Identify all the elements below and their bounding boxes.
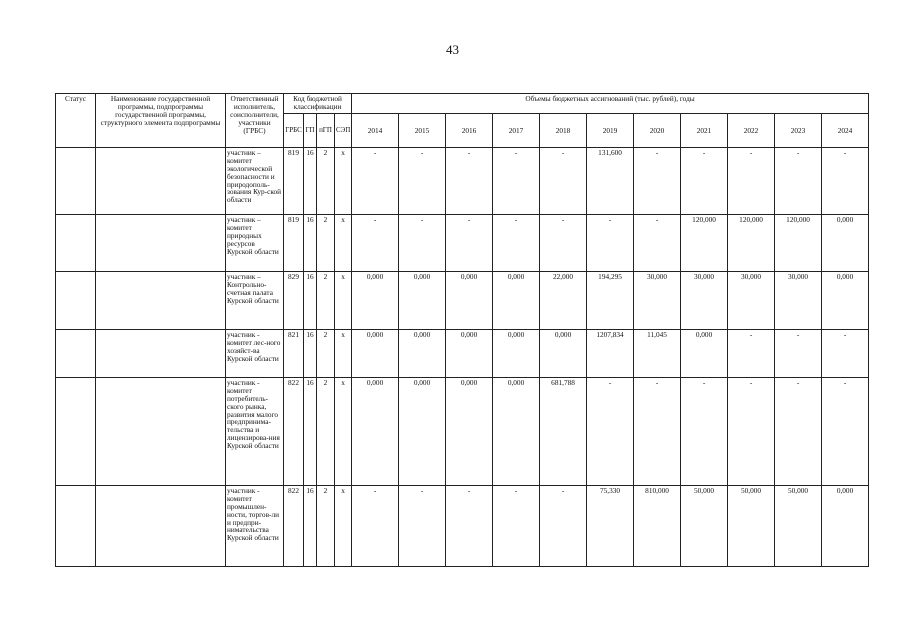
grbs-cell: 822 [284, 486, 304, 567]
value-cell: - [352, 215, 399, 272]
header-year: 2018 [540, 114, 587, 148]
page-number: 43 [446, 42, 459, 57]
value-cell: - [822, 330, 869, 378]
sep-cell: х [335, 330, 352, 378]
value-cell: 194,295 [587, 272, 634, 330]
value-cell: - [399, 148, 446, 215]
header-executor: Ответственный исполнитель, соисполнители, участники (ГРБС) [226, 94, 284, 148]
grbs-cell: 829 [284, 272, 304, 330]
value-cell: 810,000 [634, 486, 681, 567]
value-cell: 0,000 [352, 330, 399, 378]
value-cell: - [587, 215, 634, 272]
value-cell: - [728, 148, 775, 215]
value-cell: 0,000 [446, 330, 493, 378]
status-cell [56, 272, 96, 330]
gp-cell: 16 [304, 215, 317, 272]
value-cell: 22,000 [540, 272, 587, 330]
value-cell: - [587, 378, 634, 486]
value-cell: - [446, 215, 493, 272]
executor-cell: участник – Контрольно-счетная палата Курской области [226, 272, 284, 330]
value-cell: 0,000 [399, 272, 446, 330]
status-cell [56, 330, 96, 378]
pgp-cell: 2 [317, 378, 335, 486]
value-cell: 11,045 [634, 330, 681, 378]
gp-cell: 16 [304, 486, 317, 567]
table-header [56, 94, 869, 148]
value-cell: - [775, 330, 822, 378]
header-year: 2021 [681, 114, 728, 148]
header-year: 2016 [446, 114, 493, 148]
status-cell [56, 215, 96, 272]
value-cell: - [681, 378, 728, 486]
value-cell: - [446, 486, 493, 567]
name-cell [96, 272, 226, 330]
value-cell: 30,000 [775, 272, 822, 330]
status-cell [56, 378, 96, 486]
budget-table [55, 93, 869, 567]
executor-cell: участник – комитет природных ресурсов Курской области [226, 215, 284, 272]
value-cell: 50,000 [681, 486, 728, 567]
table-row [56, 272, 869, 330]
value-cell: - [352, 486, 399, 567]
gp-cell: 16 [304, 378, 317, 486]
value-cell: - [634, 215, 681, 272]
header-name: Наименование государственной программы, подпрограммы государственной программы, структурного элемента подпрограммы [96, 94, 226, 148]
value-cell: - [681, 148, 728, 215]
value-cell: 50,000 [728, 486, 775, 567]
header-year: 2019 [587, 114, 634, 148]
value-cell: 681,788 [540, 378, 587, 486]
value-cell: 50,000 [775, 486, 822, 567]
value-cell: - [540, 486, 587, 567]
value-cell: - [493, 215, 540, 272]
value-cell: 0,000 [681, 330, 728, 378]
header-code-gp: ГП [304, 114, 317, 148]
sep-cell: х [335, 378, 352, 486]
value-cell: 30,000 [634, 272, 681, 330]
header-code-group: Код бюджетной классификации [284, 94, 352, 114]
value-cell: - [822, 378, 869, 486]
value-cell: 75,330 [587, 486, 634, 567]
value-cell: - [775, 378, 822, 486]
value-cell: 120,000 [681, 215, 728, 272]
pgp-cell: 2 [317, 148, 335, 215]
value-cell: 120,000 [775, 215, 822, 272]
sep-cell: х [335, 272, 352, 330]
table-row [56, 148, 869, 215]
name-cell [96, 486, 226, 567]
header-code-grbs: ГРБС [284, 114, 304, 148]
value-cell: - [822, 148, 869, 215]
gp-cell: 16 [304, 330, 317, 378]
value-cell: 1207,834 [587, 330, 634, 378]
value-cell: 120,000 [728, 215, 775, 272]
value-cell: 0,000 [822, 272, 869, 330]
grbs-cell: 822 [284, 378, 304, 486]
name-cell [96, 330, 226, 378]
executor-cell: участник – комитет экологической безопасности и природополь-зования Кур-ской области [226, 148, 284, 215]
header-year: 2017 [493, 114, 540, 148]
status-cell [56, 148, 96, 215]
table-row [56, 330, 869, 378]
header-code-pgp: пГП [317, 114, 335, 148]
grbs-cell: 821 [284, 330, 304, 378]
header-code-sep: СЭП [335, 114, 352, 148]
value-cell: 0,000 [399, 330, 446, 378]
pgp-cell: 2 [317, 272, 335, 330]
table-row [56, 215, 869, 272]
gp-cell: 16 [304, 148, 317, 215]
value-cell: - [493, 486, 540, 567]
sep-cell: х [335, 148, 352, 215]
value-cell: 0,000 [446, 378, 493, 486]
header-year: 2015 [399, 114, 446, 148]
header-year: 2014 [352, 114, 399, 148]
value-cell: - [728, 378, 775, 486]
value-cell: 0,000 [822, 215, 869, 272]
table-row [56, 486, 869, 567]
executor-cell: участник - комитет промышлен-ности, торгов-ли и предпри-нимательства Курской области [226, 486, 284, 567]
executor-cell: участник - комитет потребитель-ского рынка, развития малого предпринима-тельства и лицензирова-ния Курской области [226, 378, 284, 486]
value-cell: - [493, 148, 540, 215]
executor-cell: участник - комитет лес-ного хозяйст-ва Курской области [226, 330, 284, 378]
value-cell: - [728, 330, 775, 378]
sep-cell: х [335, 486, 352, 567]
table-body [56, 148, 869, 567]
name-cell [96, 148, 226, 215]
value-cell: 0,000 [822, 486, 869, 567]
gp-cell: 16 [304, 272, 317, 330]
value-cell: - [775, 148, 822, 215]
status-cell [56, 486, 96, 567]
value-cell: - [352, 148, 399, 215]
header-volumes-group: Объемы бюджетных ассигнований (тыс. рублей), годы [352, 94, 869, 114]
header-year: 2023 [775, 114, 822, 148]
value-cell: - [634, 148, 681, 215]
header-year: 2020 [634, 114, 681, 148]
pgp-cell: 2 [317, 486, 335, 567]
table-row [56, 378, 869, 486]
header-status: Статус [56, 94, 96, 148]
value-cell: - [399, 215, 446, 272]
header-year: 2022 [728, 114, 775, 148]
value-cell: - [446, 148, 493, 215]
header-year: 2024 [822, 114, 869, 148]
pgp-cell: 2 [317, 215, 335, 272]
sep-cell: х [335, 215, 352, 272]
value-cell: 0,000 [493, 330, 540, 378]
name-cell [96, 378, 226, 486]
value-cell: - [540, 148, 587, 215]
value-cell: - [540, 215, 587, 272]
value-cell: 0,000 [352, 378, 399, 486]
grbs-cell: 819 [284, 215, 304, 272]
value-cell: 0,000 [493, 378, 540, 486]
value-cell: 131,600 [587, 148, 634, 215]
value-cell: 0,000 [352, 272, 399, 330]
value-cell: 0,000 [446, 272, 493, 330]
value-cell: - [634, 378, 681, 486]
pgp-cell: 2 [317, 330, 335, 378]
name-cell [96, 215, 226, 272]
grbs-cell: 819 [284, 148, 304, 215]
value-cell: 0,000 [399, 378, 446, 486]
value-cell: 30,000 [681, 272, 728, 330]
value-cell: 30,000 [728, 272, 775, 330]
value-cell: - [399, 486, 446, 567]
value-cell: 0,000 [493, 272, 540, 330]
value-cell: 0,000 [540, 330, 587, 378]
